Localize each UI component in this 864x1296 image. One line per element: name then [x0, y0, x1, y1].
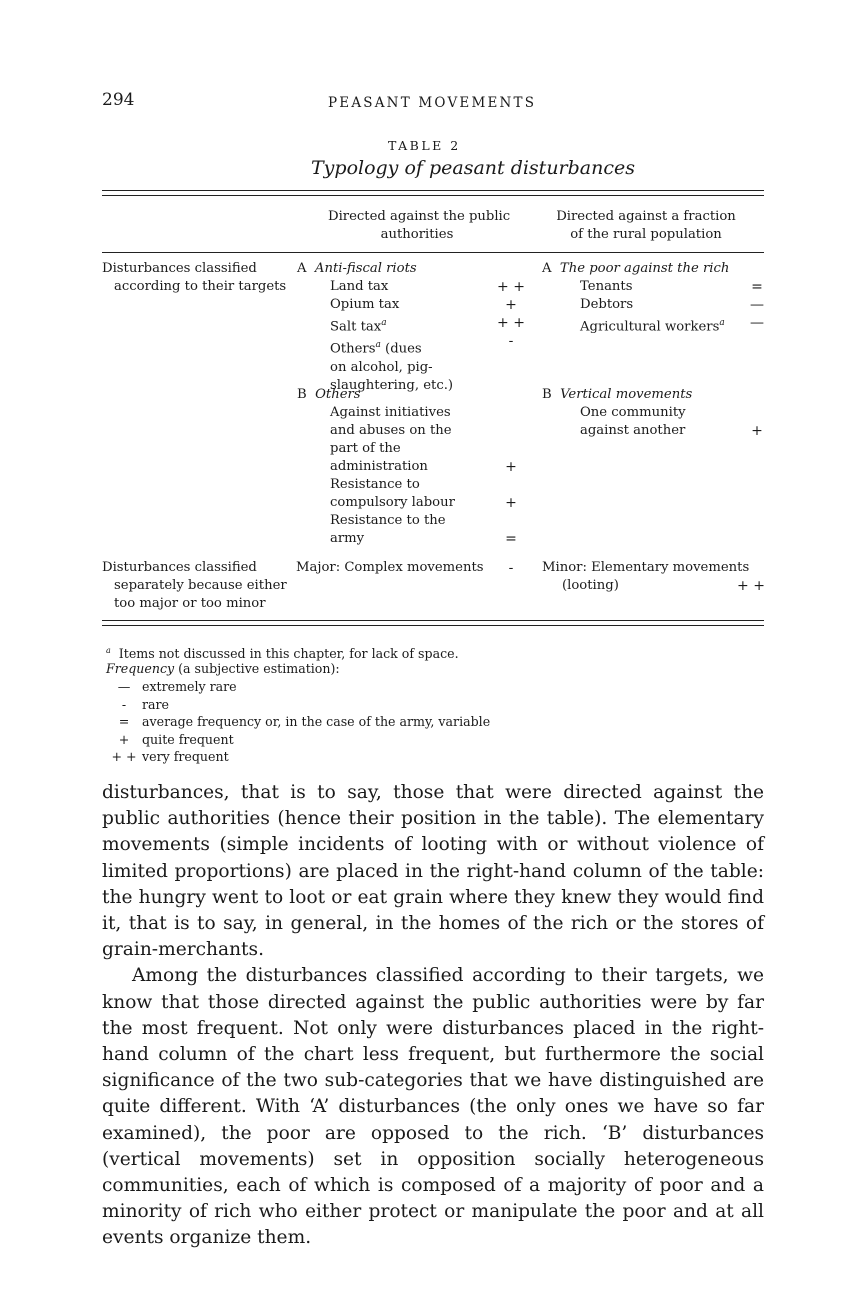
table-label: TABLE 2	[388, 138, 461, 153]
table-title: Typology of peasant disturbances	[311, 157, 636, 179]
minor-movements: Minor: Elementary movements	[542, 560, 750, 575]
freq-compulsory-labour: +	[505, 495, 517, 511]
public-b-heading: B Others	[297, 387, 361, 402]
paragraph-1: disturbances, that is to say, those that were directed against the public authorities (hence their position in the table). The elementary movements (simple incidents of looting with or without violence of limited proportions) are placed in the right-hand column of the table: the hungry went to loot or eat grain where they knew they would find it, that is to say, in general, in the homes of the rich or the stores of grain-merchants.	[102, 782, 764, 961]
freq-army: =	[505, 531, 517, 547]
row-label-separately: Disturbances classified separately because either too major or too minor	[102, 560, 287, 611]
row-label-targets: Disturbances classified according to their targets	[102, 261, 287, 294]
item-salt-tax: Salt tax$^a$	[330, 318, 387, 335]
table-top-rule-2	[102, 195, 764, 196]
freq-others: -	[508, 333, 514, 349]
freq-opium-tax: +	[505, 297, 517, 313]
running-head: PEASANT MOVEMENTS	[328, 95, 537, 111]
frequency-legend	[106, 678, 490, 766]
freq-agricultural-workers: —	[750, 315, 764, 331]
fraction-b-items: One community against another	[580, 405, 686, 438]
freq-community: +	[751, 423, 763, 439]
fraction-a-heading: A The poor against the rich	[542, 261, 730, 276]
footnote-a: $^a$ Items not discussed in this chapter, for lack of space.	[106, 646, 459, 662]
paragraph-2: Among the disturbances classified according to their targets, we know that those directed against the public authorities were by far the most frequent. Not only were disturbances placed in the right-hand column of the chart less frequent, but furthermore the social significance of the two sub-categories that we have distinguished are quite different. With ‘A’ disturbances (the only ones we have so far examined), the poor are opposed to the rich. ‘B’ disturbances (vertical movements) set in opposition socially heterogeneous communities, each of which is composed of a majority of poor and a minority of rich who either protect or manipulate the poor and at all events organize them.	[102, 965, 764, 1249]
major-movements: Major: Complex movements	[296, 560, 484, 575]
table-bottom-rule-2	[102, 625, 764, 626]
header-rule	[102, 252, 764, 253]
body-text	[102, 780, 764, 1252]
table-bottom-rule	[102, 620, 764, 621]
public-b-items: Against initiatives and abuses on the part of the administration Resistance to compulsory labour Resistance to the army	[330, 405, 455, 546]
item-others: Others$^a$ (dues	[330, 340, 422, 357]
item-opium-tax: Opium tax	[330, 297, 400, 312]
freq-major: -	[508, 560, 514, 576]
legend-item: + + very frequent	[111, 749, 229, 764]
freq-minor: + +	[737, 578, 765, 594]
freq-tenants: =	[751, 279, 763, 295]
freq-debtors: —	[750, 297, 764, 313]
legend-item: - rare	[121, 696, 170, 712]
col-header-public: Directed against the public authorities	[328, 209, 511, 242]
col-header-fraction: Directed against a fraction of the rural population	[556, 209, 736, 242]
fraction-a-items: Tenants Debtors Agricultural workers$^a$	[580, 279, 725, 335]
legend-item: = average frequency or, in the case of the army, variable	[118, 714, 491, 729]
frequency-caption: Frequency (a subjective estimation):	[106, 661, 340, 676]
legend-item: — extremely rare	[117, 679, 237, 694]
minor-looting: (looting)	[562, 578, 619, 593]
item-land-tax: Land tax	[330, 279, 389, 294]
legend-item: + quite frequent	[118, 731, 234, 747]
fraction-b-heading: B Vertical movements	[542, 387, 693, 402]
freq-land-tax: + +	[497, 279, 525, 295]
table-top-rule	[102, 190, 764, 191]
public-a-items: Land tax Opium tax Salt tax$^a$ Others$^a$ (dues on alcohol, pig- slaughtering, etc.)	[330, 279, 454, 393]
public-a-heading: A Anti-fiscal riots	[297, 261, 417, 276]
freq-administration: +	[505, 459, 517, 475]
freq-salt-tax: + +	[497, 315, 525, 331]
page-number: 294	[102, 90, 135, 110]
